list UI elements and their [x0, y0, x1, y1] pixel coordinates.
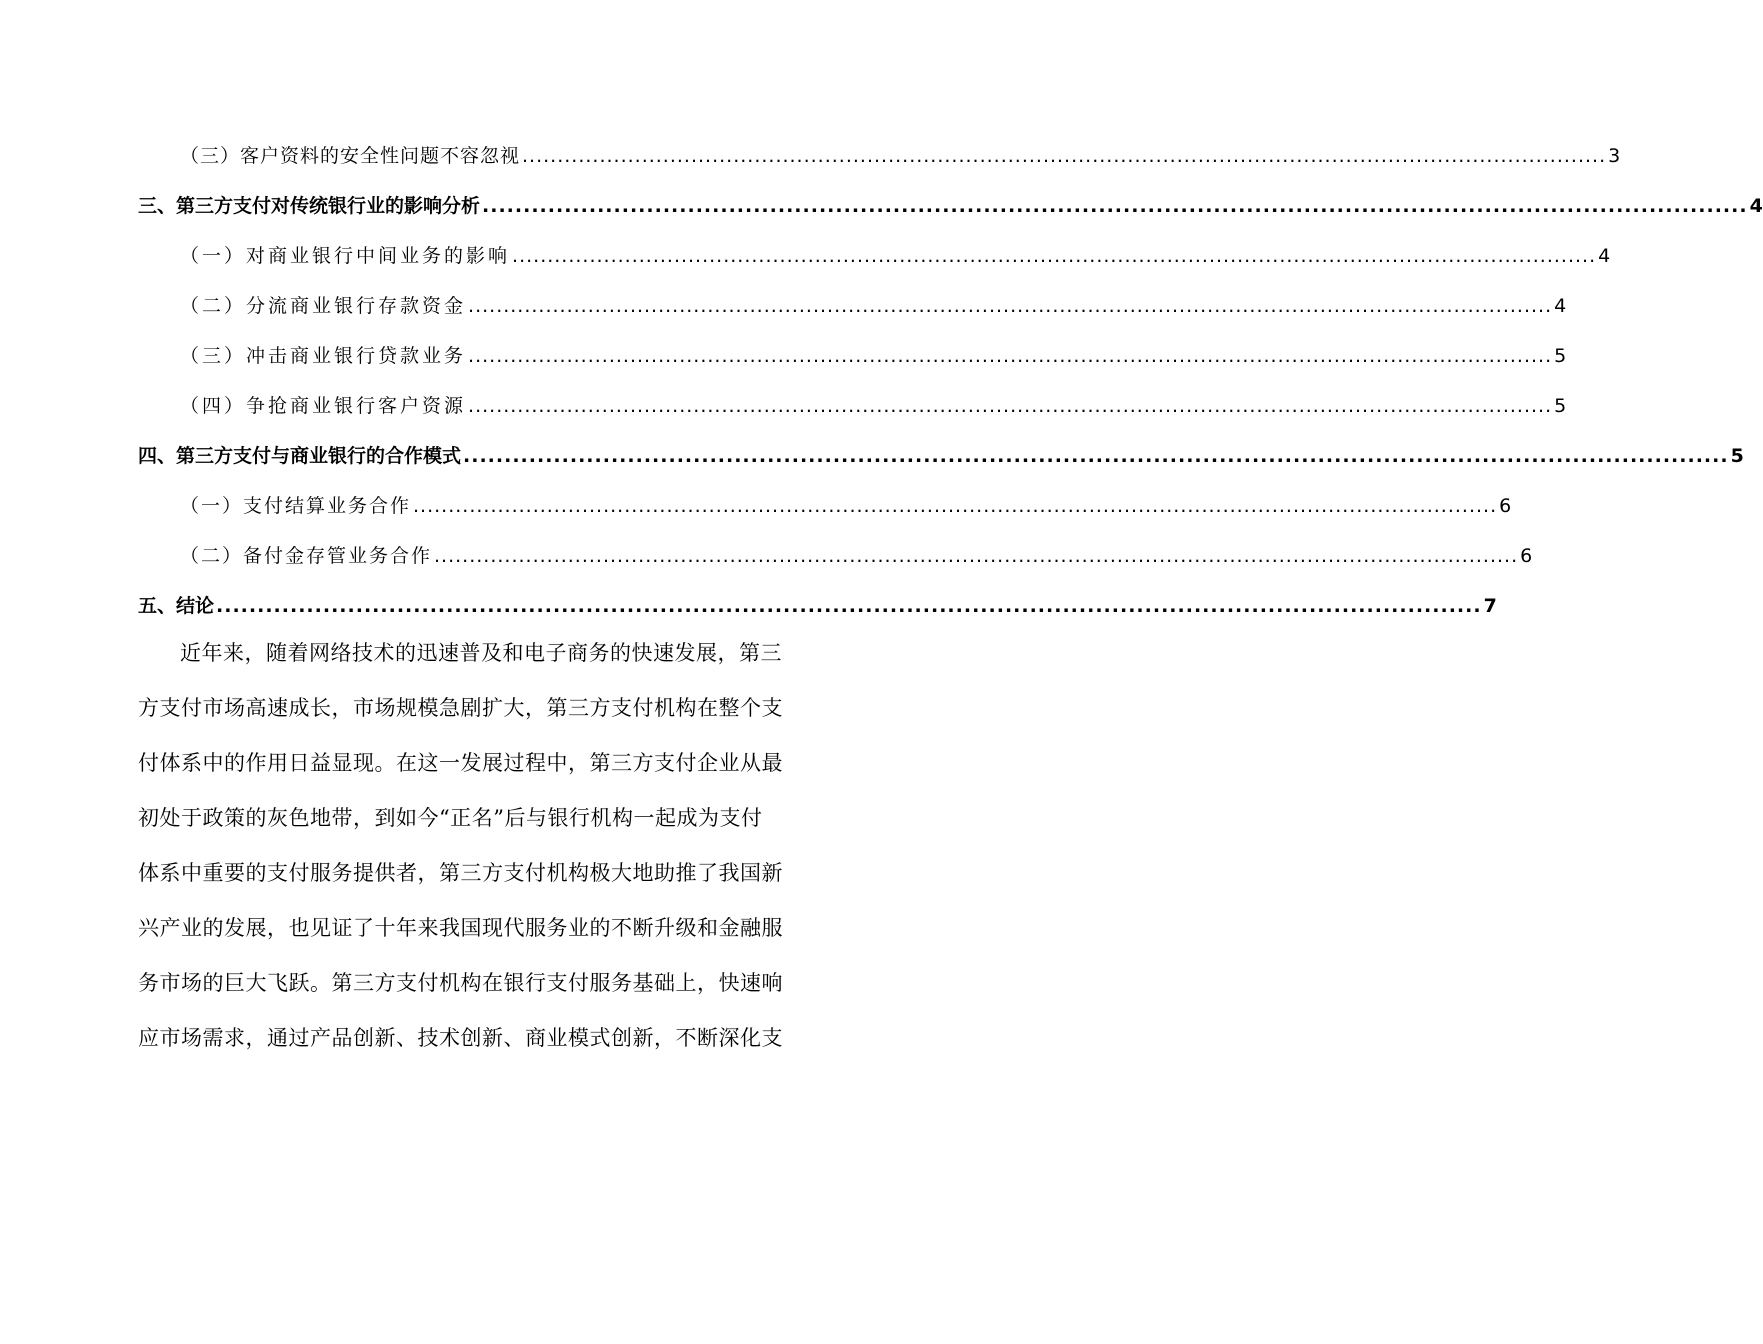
toc-entry-number: （二）: [180, 295, 247, 317]
toc-entry-number: （一）: [180, 245, 247, 267]
toc-entry-page: 6: [1499, 495, 1514, 517]
toc-entry[interactable]: [138, 588, 1497, 618]
paragraph-line: 付体系中的作用日益显现。在这一发展过程中，第三方支付企业从最: [138, 751, 783, 775]
toc-leader: ..........................................................................................................................................................: [413, 495, 1498, 517]
toc-leader: ..........................................................................................................................................................: [468, 395, 1553, 417]
toc-entry-title: 对商业银行中间业务的影响: [246, 245, 511, 267]
paragraph-line: 初处于政策的灰色地带，到如今“正名”后与银行机构一起成为支付: [138, 806, 763, 830]
toc-entry-number: （三）: [180, 345, 247, 367]
toc-entry-page: 6: [1520, 545, 1535, 567]
toc-entry-title: 第三方支付与商业银行的合作模式: [176, 445, 462, 467]
toc-entry-title: 第三方支付对传统银行业的影响分析: [176, 195, 481, 217]
toc-entry-page: 4: [1749, 195, 1763, 217]
toc-leader: ..........................................................................................................................................................: [522, 145, 1607, 167]
toc-entry-title: （三）客户资料的安全性问题不容忽视: [180, 145, 521, 167]
toc-entry-number: 三、: [138, 195, 177, 217]
toc-entry-title: （一）支付结算业务合作: [180, 495, 412, 517]
toc-leader: ..........................................................................................................................................................: [463, 445, 1729, 467]
toc-leader: ..........................................................................................................................................................: [468, 345, 1553, 367]
paragraph-line: 兴产业的发展，也见证了十年来我国现代服务业的不断升级和金融服: [138, 916, 783, 940]
paragraph-line: 近年来，随着网络技术的迅速普及和电子商务的快速发展，第三: [180, 641, 782, 665]
toc-entry-number: （四）: [180, 395, 247, 417]
paragraph-line: 应市场需求，通过产品创新、技术创新、商业模式创新，不断深化支: [138, 1026, 783, 1050]
paragraph-line: 体系中重要的支付服务提供者，第三方支付机构极大地助推了我国新: [138, 861, 783, 885]
toc-entry-page: 4: [1598, 245, 1614, 267]
toc-entry-title: 结论: [176, 595, 215, 617]
toc-entry[interactable]: [138, 438, 1744, 468]
toc-entry-title: 争抢商业银行客户资源: [246, 395, 467, 417]
paragraph-line: 务市场的巨大飞跃。第三方支付机构在银行支付服务基础上，快速响: [138, 971, 783, 995]
toc-entry-page: 3: [1608, 145, 1622, 167]
toc-entry-page: 4: [1554, 295, 1570, 317]
toc-entry[interactable]: [180, 388, 1570, 418]
toc-leader: ..........................................................................................................................................................: [482, 195, 1748, 217]
toc-leader: ..........................................................................................................................................................: [468, 295, 1553, 317]
toc-entry[interactable]: [180, 538, 1535, 568]
body-paragraph: [138, 626, 810, 1066]
toc-entry[interactable]: [180, 338, 1570, 368]
toc-entry-title: 冲击商业银行贷款业务: [246, 345, 467, 367]
paragraph-line: 方支付市场高速成长，市场规模急剧扩大，第三方支付机构在整个支: [138, 696, 783, 720]
toc-entry-title: （二）备付金存管业务合作: [180, 545, 433, 567]
toc-entry[interactable]: [138, 188, 1763, 218]
toc-entry-title: 分流商业银行存款资金: [246, 295, 467, 317]
toc-entry[interactable]: [180, 288, 1570, 318]
toc-entry-page: 5: [1730, 445, 1744, 467]
toc-entry-page: 5: [1554, 345, 1570, 367]
toc-entry[interactable]: [180, 138, 1622, 168]
toc-entry[interactable]: [180, 488, 1514, 518]
toc-entry-page: 7: [1483, 595, 1497, 617]
toc-entry-number: 四、: [138, 445, 177, 467]
toc-entry[interactable]: [180, 238, 1614, 268]
toc-entry-number: 五、: [138, 595, 177, 617]
toc-leader: ..........................................................................................................................................................: [434, 545, 1519, 567]
toc-entry-page: 5: [1554, 395, 1570, 417]
toc-leader: ..........................................................................................................................................................: [216, 595, 1482, 617]
toc-leader: ..........................................................................................................................................................: [512, 245, 1597, 267]
